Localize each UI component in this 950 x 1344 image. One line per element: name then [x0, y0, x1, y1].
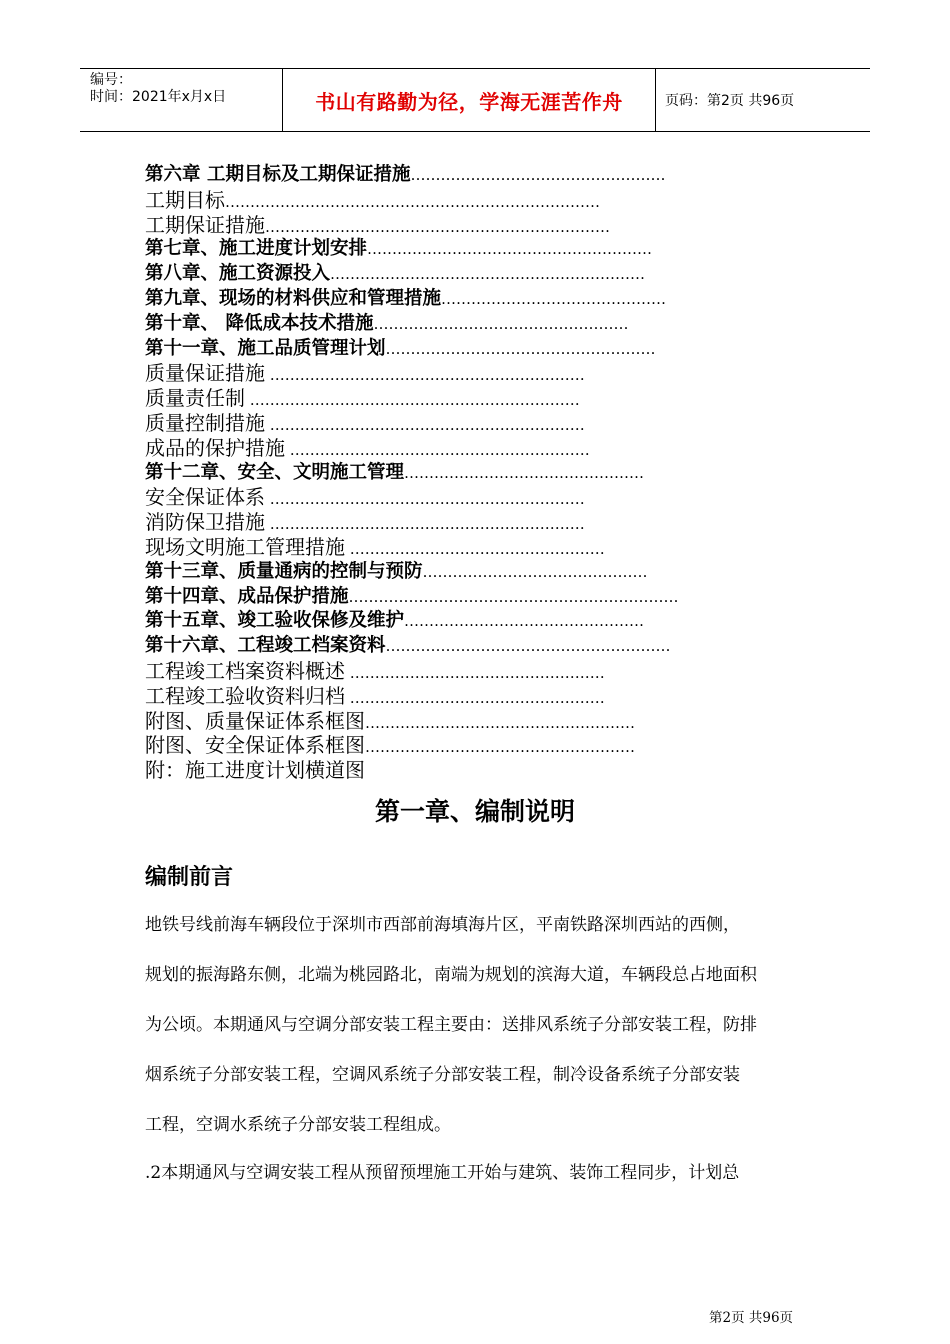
toc-entry-title: 工程竣工档案资料概述: [145, 658, 345, 683]
toc-entry: [145, 213, 805, 238]
paragraph-line: 为公顷。本期通风与空调分部安装工程主要由：送排风系统子分部安装工程，防排: [145, 1015, 757, 1035]
toc-entry: [145, 634, 805, 659]
toc-entry: [145, 436, 805, 461]
toc-entry-title: 质量控制措施: [145, 410, 265, 435]
toc-leader-dots: …………………………………………………: [385, 637, 671, 656]
toc-entry: [145, 188, 805, 213]
paragraph-line: 工程，空调水系统子分部安装工程组成。: [145, 1115, 451, 1135]
toc-leader-dots: ………………………………………: [422, 562, 648, 581]
page-header: [80, 68, 870, 132]
code-label: 编号：: [90, 72, 132, 88]
toc-entry-title: 第十六章、工程竣工档案资料: [145, 635, 386, 657]
toc-entry-title: 第十三章、质量通病的控制与预防: [145, 560, 423, 582]
toc-leader-dots: …………………………………………: [404, 463, 645, 482]
toc-leader-dots: ……………………………………………: [345, 663, 605, 682]
toc-entry: [145, 287, 805, 312]
toc-entry: [145, 237, 805, 262]
toc-leader-dots: …………………………………………………………: [245, 391, 580, 410]
toc-entry: [145, 684, 805, 709]
toc-entry-title: 消防保卫措施: [145, 510, 265, 535]
time-label: 时间：2021年x月x日: [90, 89, 227, 105]
toc-entry: [145, 560, 805, 585]
chapter-title: 第一章、编制说明: [374, 797, 575, 826]
paragraph-line: 地铁号线前海车辆段位于深圳市西部前海填海片区，平南铁路深圳西站的西侧，: [145, 915, 740, 935]
paragraph-line: .2本期通风与空调安装工程从预留预埋施工开始与建筑、装饰工程同步，计划总: [145, 1163, 740, 1183]
toc-leader-dots: …………………………………………………………………: [225, 192, 600, 211]
toc-leader-dots: …………………………………………………………: [348, 587, 679, 606]
toc-leader-dots: ………………………………………………: [365, 738, 635, 757]
toc-entry-title: 第十四章、成品保护措施: [145, 585, 349, 607]
toc-leader-dots: ……………………………………………: [373, 314, 629, 333]
toc-leader-dots: ………………………………………………: [385, 339, 656, 358]
toc-leader-dots: ………………………………………………………: [330, 265, 646, 284]
toc-entry: [145, 733, 805, 758]
table-of-contents: [145, 163, 805, 783]
toc-leader-dots: …………………………………………………: [367, 240, 653, 259]
toc-leader-dots: ………………………………………………: [365, 713, 635, 732]
header-meta: [80, 69, 282, 131]
toc-entry: [145, 659, 805, 684]
toc-entry-title: 附图、质量保证体系框图: [145, 708, 365, 733]
toc-leader-dots: ……………………………………………………………: [265, 217, 610, 236]
header-motto-cell: [282, 69, 656, 131]
toc-entry: [145, 361, 805, 386]
toc-entry-title: 第七章、施工进度计划安排: [145, 238, 368, 260]
toc-leader-dots: ………………………………………: [441, 289, 667, 308]
toc-entry-title: 第九章、现场的材料供应和管理措施: [145, 287, 442, 309]
toc-leader-dots: ……………………………………………: [345, 539, 605, 558]
toc-entry: [145, 609, 805, 634]
toc-entry: [145, 461, 805, 486]
toc-entry: [145, 411, 805, 436]
toc-entry: [145, 312, 805, 337]
toc-entry: [145, 386, 805, 411]
toc-entry: [145, 758, 805, 783]
toc-entry-title: 工期保证措施: [145, 212, 265, 237]
toc-leader-dots: ………………………………………………………: [265, 415, 585, 434]
toc-entry: [145, 163, 805, 188]
toc-entry: [145, 262, 805, 287]
toc-entry-title: 质量保证措施: [145, 361, 265, 386]
toc-leader-dots: ………………………………………………………: [265, 366, 585, 385]
toc-leader-dots: ……………………………………………: [410, 166, 666, 184]
toc-entry-title: 第十一章、施工品质管理计划: [145, 337, 386, 359]
motto: 书山有路勤为径，学海无涯苦作舟: [315, 89, 623, 114]
toc-entry: [145, 510, 805, 535]
toc-leader-dots: ………………………………………………………: [265, 515, 585, 534]
toc-entry-title: 附图、安全保证体系框图: [145, 733, 365, 758]
toc-entry-title: 工期目标: [145, 187, 225, 212]
toc-entry-title: 第十五章、竣工验收保修及维护: [145, 610, 405, 632]
toc-entry-title: 第十章、 降低成本技术措施: [145, 312, 374, 334]
toc-leader-dots: ……………………………………………………: [285, 440, 590, 459]
toc-entry-title: 工程竣工验收资料归档: [145, 683, 345, 708]
toc-entry-title: 现场文明施工管理措施: [145, 534, 345, 559]
paragraph-line: 规划的振海路东侧，北端为桃园路北，南端为规划的滨海大道，车辆段总占地面积: [145, 965, 757, 985]
section-title: 编制前言: [145, 865, 234, 890]
toc-leader-dots: ……………………………………………: [345, 688, 605, 707]
paragraph-line: 烟系统子分部安装工程，空调风系统子分部安装工程，制冷设备系统子分部安装: [145, 1065, 740, 1085]
toc-entry-title: 质量责任制: [145, 386, 245, 411]
toc-entry: [145, 535, 805, 560]
toc-entry-title: 第八章、施工资源投入: [145, 263, 331, 285]
toc-entry-title: 附：施工进度计划横道图: [145, 758, 365, 783]
toc-entry: [145, 709, 805, 734]
page-label: 页码：第2页 共96页: [665, 93, 795, 109]
toc-entry-title: 第十二章、安全、文明施工管理: [145, 461, 405, 483]
toc-entry: [145, 485, 805, 510]
toc-leader-dots: …………………………………………: [404, 612, 645, 631]
toc-leader-dots: ………………………………………………………: [265, 490, 585, 509]
toc-entry-title: 成品的保护措施: [145, 435, 285, 460]
toc-entry: [145, 585, 805, 610]
toc-entry: [145, 337, 805, 362]
page-footer: 第2页 共96页: [709, 1310, 794, 1326]
toc-entry-title: 第六章 工期目标及工期保证措施: [145, 164, 411, 185]
header-page-cell: [655, 69, 880, 131]
toc-entry-title: 安全保证体系: [145, 485, 265, 510]
